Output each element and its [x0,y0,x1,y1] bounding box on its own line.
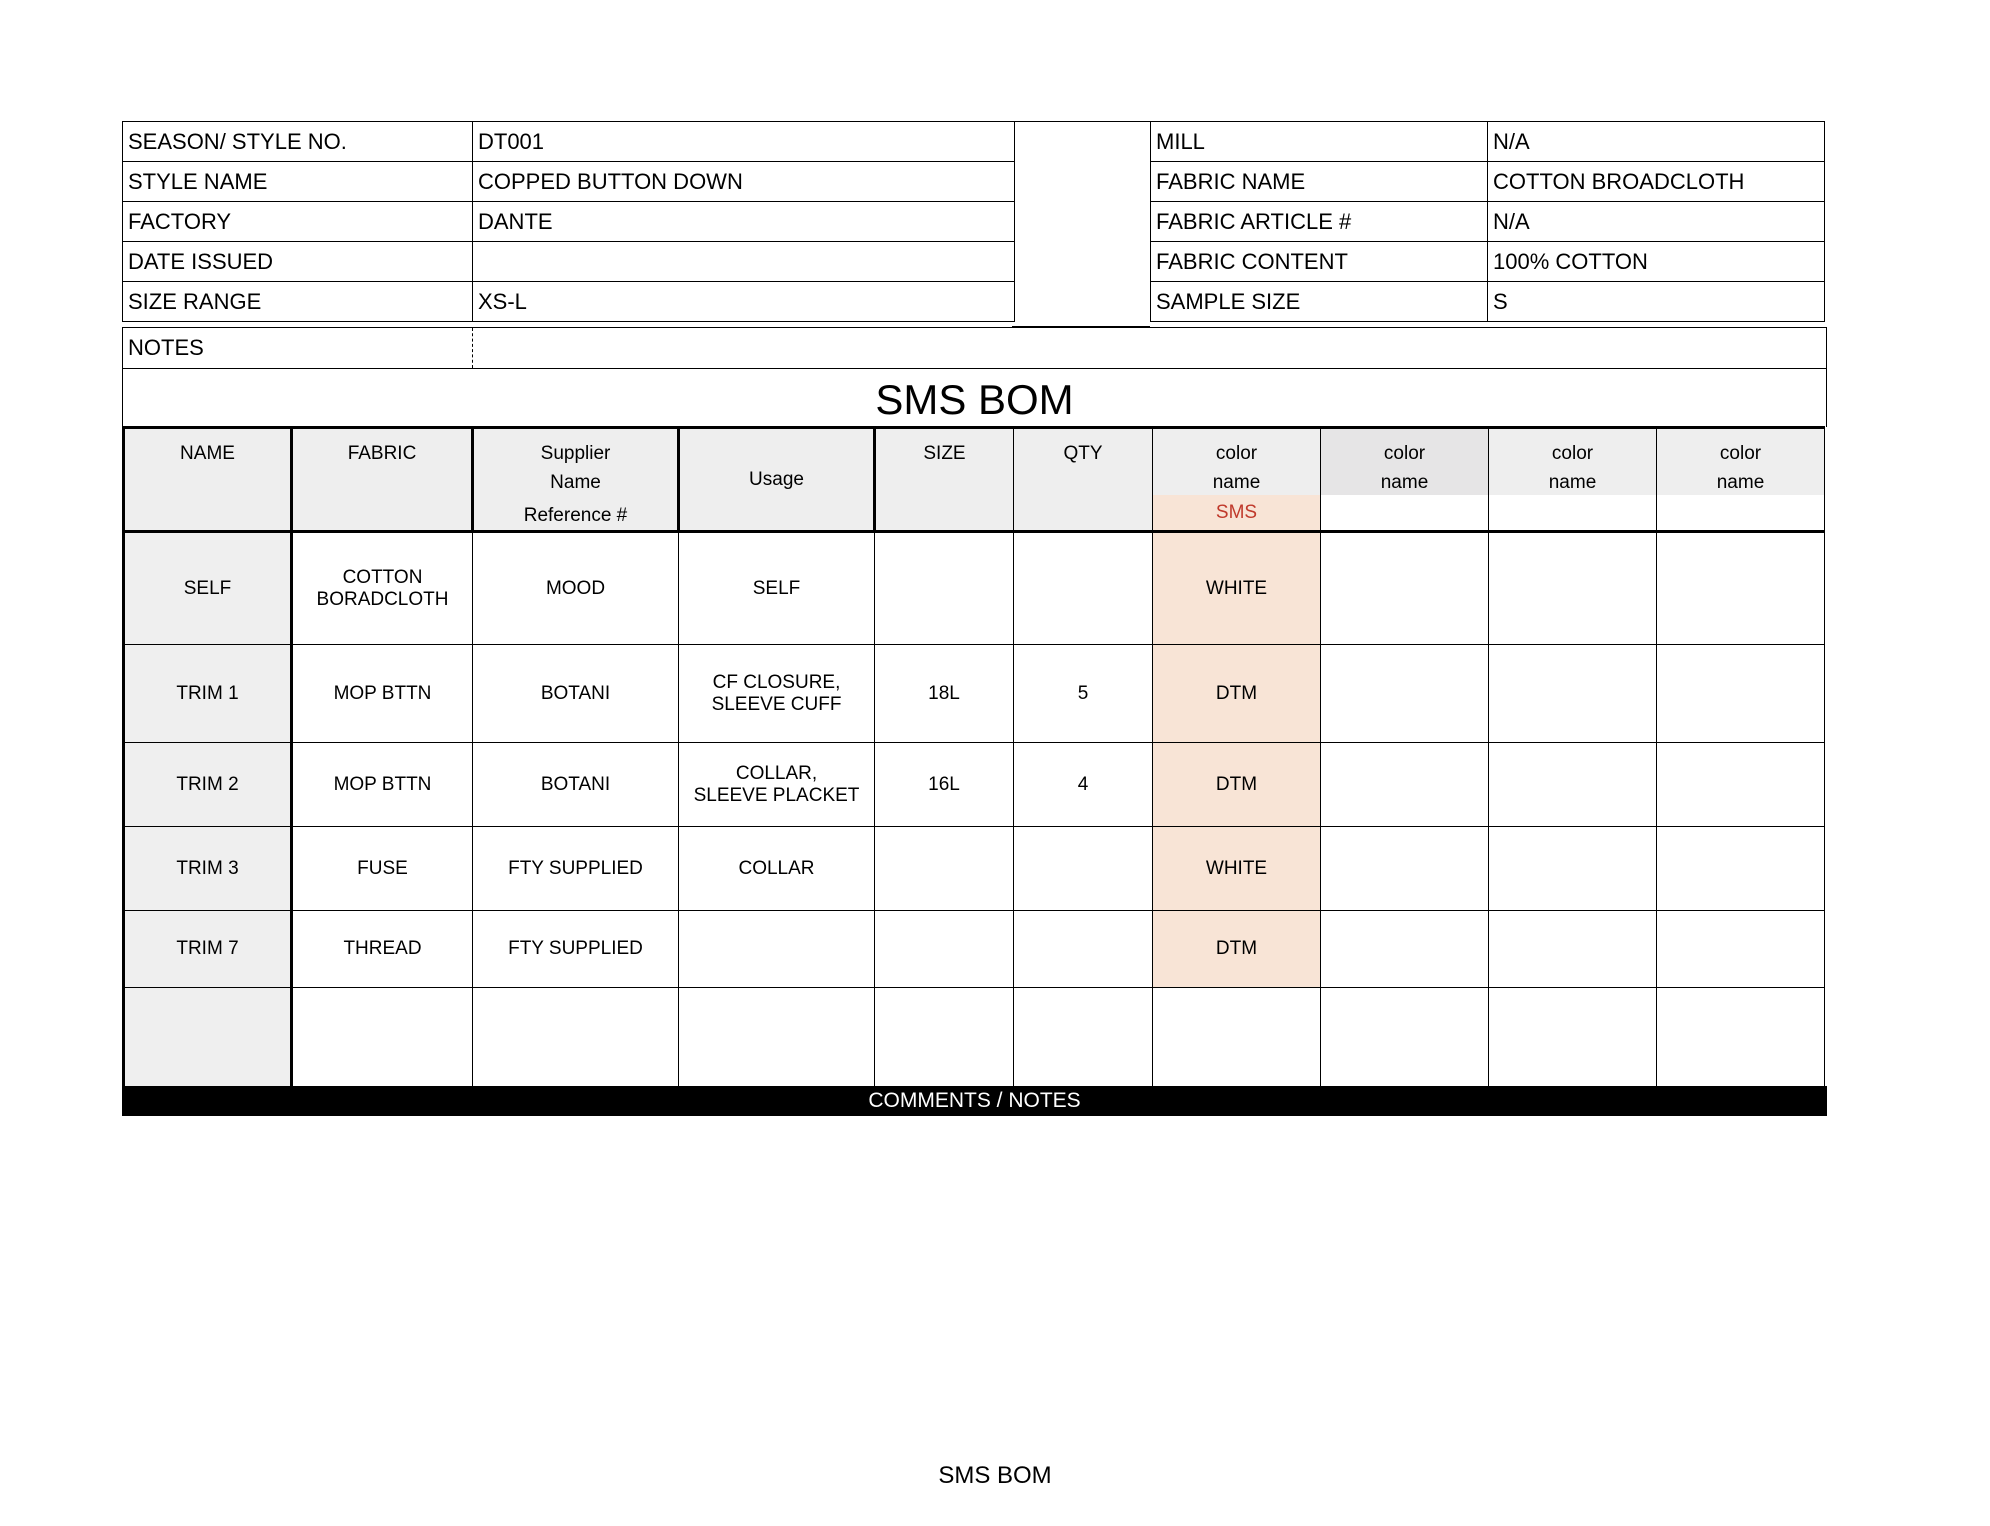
info-label: FACTORY [123,202,473,242]
row-size: 18L [875,645,1014,743]
info-label: SIZE RANGE [123,282,473,322]
row-qty: 5 [1014,645,1153,743]
color-line-2: name [1548,472,1597,493]
info-value: N/A [1488,122,1825,162]
row-name: SELF [124,532,292,645]
row-usage [679,911,875,988]
row-size: 16L [875,743,1014,827]
row-supplier: FTY SUPPLIED [473,911,679,988]
row-color-2[interactable] [1321,988,1489,1087]
row-color-3[interactable] [1489,827,1657,911]
info-value: N/A [1488,202,1825,242]
color-blank[interactable] [1657,495,1824,530]
info-row [1151,202,1825,242]
fabric-line-1: MOP BTTN [333,773,432,795]
info-row [123,122,1015,162]
info-label: SEASON/ STYLE NO. [123,122,473,162]
row-color-4[interactable] [1657,827,1825,911]
color-line-2: name [1212,472,1261,493]
comments-notes-bar: COMMENTS / NOTES [122,1086,1827,1116]
usage-line-2: SLEEVE CUFF [711,693,842,715]
col-header-color-2 [1321,428,1489,532]
info-row [1151,122,1825,162]
table-row [124,827,1825,911]
table-row-empty [124,988,1825,1087]
info-value [473,242,1015,282]
fabric-info-table [1150,121,1825,322]
col-header-name: NAME [124,428,292,532]
footer-title: SMS BOM [938,1462,1052,1489]
page-title: SMS BOM [122,369,1827,427]
notes-label: NOTES [123,328,473,368]
col-header-supplier [473,428,679,532]
row-color-3[interactable] [1489,988,1657,1087]
row-size [875,532,1014,645]
info-value: XS-L [473,282,1015,322]
row-usage [679,532,875,645]
usage-line-1: COLLAR, [735,762,818,784]
row-name: TRIM 3 [124,827,292,911]
notes-value[interactable] [473,328,1826,368]
row-usage [679,645,875,743]
color-line-2: name [1380,472,1429,493]
col-header-color-sms [1153,428,1321,532]
row-color-3[interactable] [1489,645,1657,743]
row-color-2[interactable] [1321,645,1489,743]
col-header-qty: QTY [1014,428,1153,532]
row-color-sms: DTM [1153,743,1321,827]
color-line-1: color [1551,443,1594,464]
row-fabric [292,827,473,911]
fabric-line-1: COTTON [342,566,423,588]
row-name[interactable] [124,988,292,1087]
supplier-line-2: Name [550,472,601,493]
info-row [1151,242,1825,282]
info-row [1151,282,1825,322]
info-label: FABRIC ARTICLE # [1151,202,1488,242]
row-qty[interactable] [1014,988,1153,1087]
info-label: SAMPLE SIZE [1151,282,1488,322]
row-color-4[interactable] [1657,988,1825,1087]
row-color-2[interactable] [1321,532,1489,645]
row-supplier: BOTANI [473,645,679,743]
row-size [875,827,1014,911]
color-name-header [1321,429,1488,495]
row-color-4[interactable] [1657,911,1825,988]
row-usage [679,827,875,911]
row-fabric [292,743,473,827]
color-line-1: color [1383,443,1426,464]
info-value: DT001 [473,122,1015,162]
row-color-3[interactable] [1489,532,1657,645]
row-color-sms[interactable] [1153,988,1321,1087]
row-name: TRIM 2 [124,743,292,827]
col-header-size: SIZE [875,428,1014,532]
row-supplier: FTY SUPPLIED [473,827,679,911]
row-size [875,911,1014,988]
row-color-2[interactable] [1321,911,1489,988]
row-qty [1014,827,1153,911]
info-value: 100% COTTON [1488,242,1825,282]
usage-line-1: CF CLOSURE, [712,671,841,693]
row-usage[interactable] [679,988,875,1087]
row-color-2[interactable] [1321,827,1489,911]
color-line-1: color [1719,443,1762,464]
info-row [1151,162,1825,202]
row-color-sms: WHITE [1153,827,1321,911]
info-label: FABRIC CONTENT [1151,242,1488,282]
usage-line-2: SLEEVE PLACKET [693,784,860,806]
color-line-2: name [1716,472,1765,493]
table-row [124,532,1825,645]
info-value: COPPED BUTTON DOWN [473,162,1015,202]
col-header-color-3 [1489,428,1657,532]
fabric-line-1: MOP BTTN [333,682,432,704]
info-row [123,282,1015,322]
table-row [124,743,1825,827]
color-name-header [1153,429,1320,495]
row-color-4[interactable] [1657,743,1825,827]
row-qty [1014,911,1153,988]
row-qty [1014,532,1153,645]
color-name-header [1657,429,1824,495]
row-fabric [292,911,473,988]
table-row [124,911,1825,988]
row-color-sms: WHITE [1153,532,1321,645]
supplier-line-1: Supplier [540,443,611,464]
bom-table [122,426,1825,1087]
supplier-line-3: Reference # [523,505,628,526]
row-size[interactable] [875,988,1014,1087]
row-color-4[interactable] [1657,645,1825,743]
usage-line-1: SELF [752,577,801,599]
color-name-header [1489,429,1656,495]
col-header-usage: Usage [679,428,875,532]
sms-label: SMS [1153,495,1320,530]
row-fabric [292,532,473,645]
info-row [123,202,1015,242]
row-name: TRIM 1 [124,645,292,743]
style-info-table [122,121,1015,322]
row-supplier[interactable] [473,988,679,1087]
row-fabric [292,645,473,743]
row-color-sms: DTM [1153,911,1321,988]
row-color-3[interactable] [1489,743,1657,827]
info-value: COTTON BROADCLOTH [1488,162,1825,202]
notes-row [122,327,1827,369]
info-value: DANTE [473,202,1015,242]
row-qty: 4 [1014,743,1153,827]
info-label: STYLE NAME [123,162,473,202]
usage-line-1: COLLAR [738,857,815,879]
row-color-sms: DTM [1153,645,1321,743]
info-row [123,162,1015,202]
fabric-line-1: THREAD [343,938,422,959]
fabric-line-1: FUSE [357,857,408,879]
info-value: S [1488,282,1825,322]
row-color-2[interactable] [1321,743,1489,827]
table-row [124,645,1825,743]
row-supplier: BOTANI [473,743,679,827]
row-supplier: MOOD [473,532,679,645]
bom-header-row [124,428,1825,532]
col-header-fabric: FABRIC [292,428,473,532]
row-fabric[interactable] [292,988,473,1087]
fabric-line-2: BORADCLOTH [316,588,449,610]
info-label: MILL [1151,122,1488,162]
row-color-4[interactable] [1657,532,1825,645]
row-name: TRIM 7 [124,911,292,988]
color-blank[interactable] [1321,495,1488,530]
info-label: FABRIC NAME [1151,162,1488,202]
color-blank[interactable] [1489,495,1656,530]
col-header-color-4 [1657,428,1825,532]
header-spacer [1012,121,1150,327]
row-color-3[interactable] [1489,911,1657,988]
color-line-1: color [1215,443,1258,464]
row-usage [679,743,875,827]
info-label: DATE ISSUED [123,242,473,282]
info-row [123,242,1015,282]
